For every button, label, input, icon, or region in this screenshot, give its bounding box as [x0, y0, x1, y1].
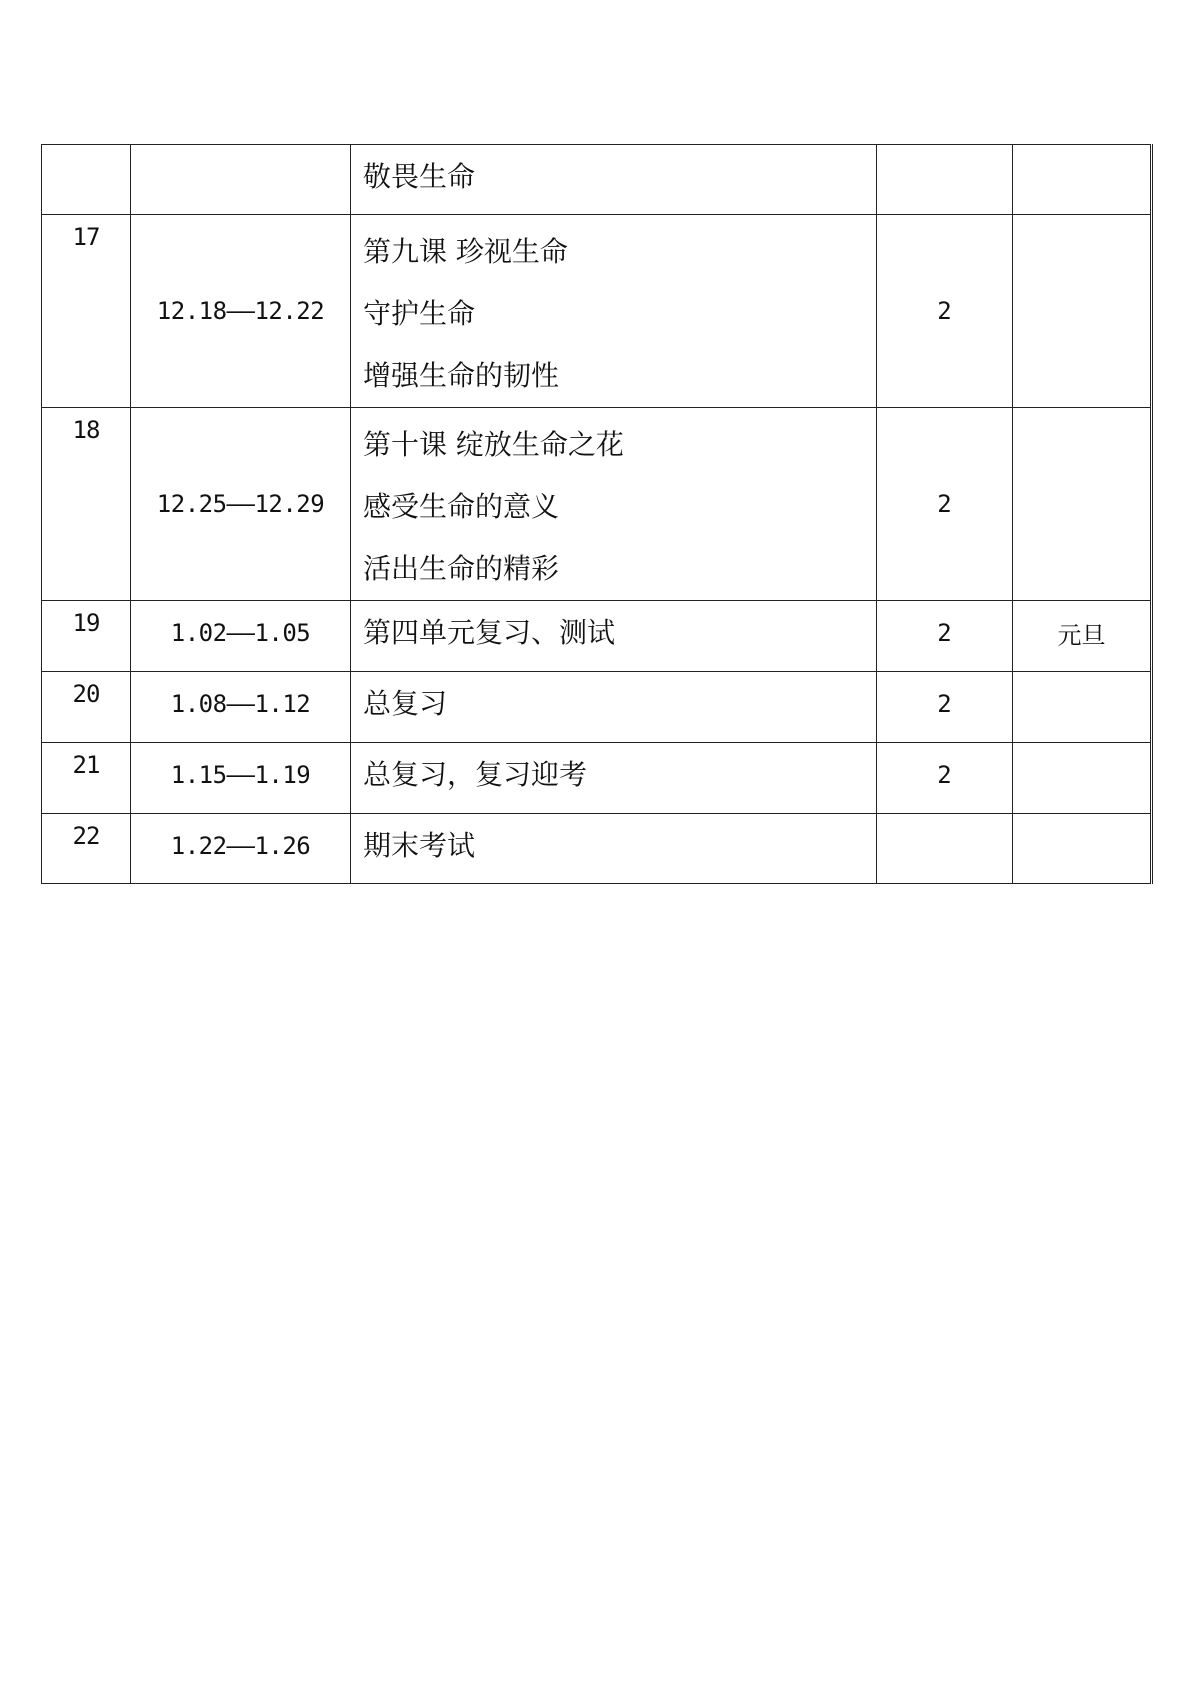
hours-cell [877, 743, 1013, 814]
date-cell [131, 408, 351, 601]
date-cell [131, 601, 351, 672]
note-cell [1013, 814, 1152, 884]
date-cell [131, 215, 351, 408]
date-range: 12.18——12.22 [156, 297, 325, 325]
topic-line: 守护生命 [363, 297, 476, 330]
table-row [42, 601, 1152, 672]
table-row [42, 672, 1152, 743]
table-row [42, 814, 1152, 884]
table-row [42, 743, 1152, 814]
note-cell [1013, 408, 1152, 601]
topic-line: 期末考试 [363, 829, 476, 862]
hours-cell [877, 215, 1013, 408]
topic-cell [351, 408, 877, 601]
hours-value: 2 [937, 297, 952, 325]
note-cell [1013, 215, 1152, 408]
table-row [42, 145, 1152, 215]
week-number: 18 [72, 416, 100, 444]
week-number: 20 [72, 680, 100, 708]
week-number: 21 [72, 751, 100, 779]
topic-line: 敬畏生命 [363, 160, 476, 193]
topic-line: 第九课 珍视生命 [363, 235, 568, 268]
date-range: 12.25——12.29 [156, 490, 325, 518]
table-row [42, 215, 1152, 408]
topic-line: 感受生命的意义 [363, 490, 560, 523]
note-cell [1013, 601, 1152, 672]
hours-cell [877, 145, 1013, 215]
topic-line: 活出生命的精彩 [363, 552, 560, 585]
note-text: 元旦 [1057, 621, 1106, 650]
topic-line: 第十课 绽放生命之花 [363, 428, 624, 461]
hours-value: 2 [937, 690, 952, 718]
topic-line: 总复习，复习迎考 [363, 758, 588, 791]
hours-cell [877, 814, 1013, 884]
date-cell [131, 814, 351, 884]
date-range: 1.22——1.26 [170, 832, 311, 860]
week-number: 17 [72, 223, 100, 251]
week-cell [42, 408, 131, 601]
topic-cell [351, 743, 877, 814]
hours-value: 2 [937, 619, 952, 647]
table-row [42, 408, 1152, 601]
topic-cell [351, 814, 877, 884]
note-cell [1013, 145, 1152, 215]
note-cell [1013, 743, 1152, 814]
date-cell [131, 145, 351, 215]
week-cell [42, 672, 131, 743]
date-range: 1.08——1.12 [170, 690, 311, 718]
hours-cell [877, 601, 1013, 672]
hours-cell [877, 408, 1013, 601]
topic-cell [351, 672, 877, 743]
date-cell [131, 672, 351, 743]
topic-line: 第四单元复习、测试 [363, 616, 616, 649]
week-cell [42, 743, 131, 814]
hours-cell [877, 672, 1013, 743]
week-cell [42, 145, 131, 215]
week-number: 22 [72, 822, 100, 850]
week-cell [42, 814, 131, 884]
teaching-schedule-table [41, 144, 1153, 884]
week-cell [42, 215, 131, 408]
date-range: 1.15——1.19 [170, 761, 311, 789]
topic-cell [351, 145, 877, 215]
topic-cell [351, 215, 877, 408]
hours-value: 2 [937, 761, 952, 789]
week-number: 19 [72, 609, 100, 637]
topic-line: 总复习 [363, 687, 448, 720]
topic-cell [351, 601, 877, 672]
date-cell [131, 743, 351, 814]
week-cell [42, 601, 131, 672]
topic-line: 增强生命的韧性 [363, 359, 560, 392]
date-range: 1.02——1.05 [170, 619, 311, 647]
hours-value: 2 [937, 490, 952, 518]
note-cell [1013, 672, 1152, 743]
